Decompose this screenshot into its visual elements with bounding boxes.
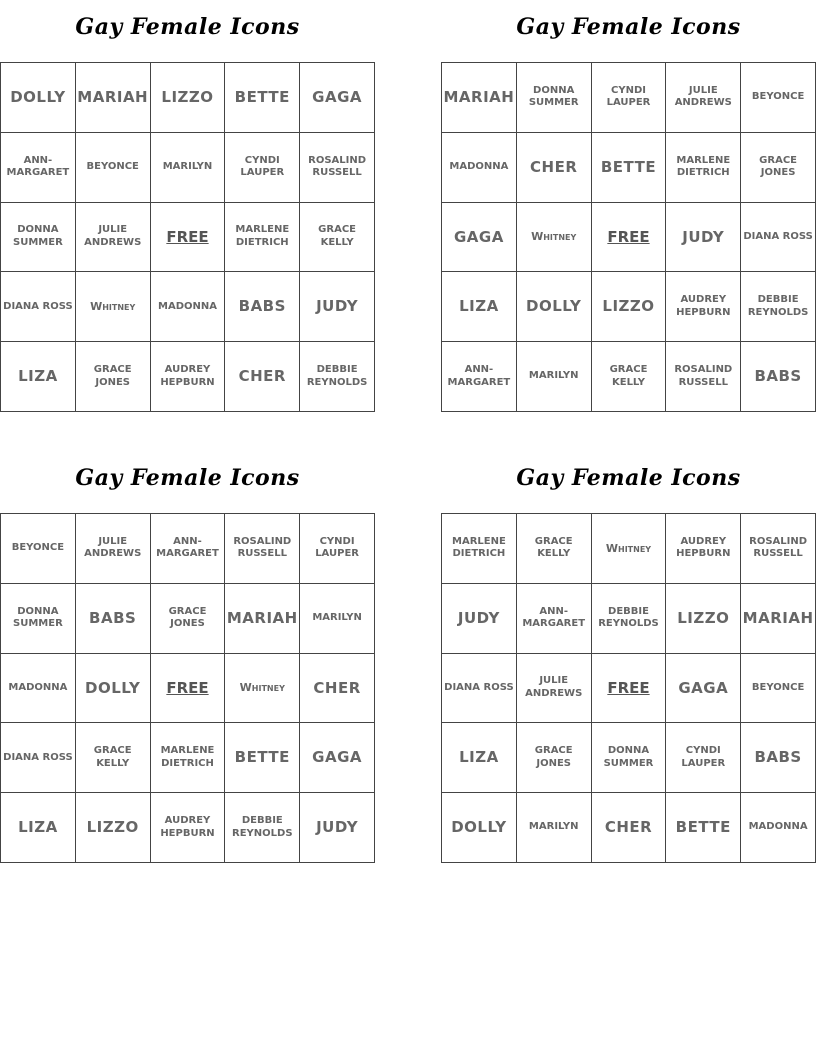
bingo-cell: MARIAH [741,584,816,654]
bingo-cell: ROSALIND RUSSELL [225,514,300,584]
bingo-cell: JUDY [666,203,741,273]
bingo-cell: BETTE [225,723,300,793]
bingo-cell: MADONNA [1,654,76,724]
bingo-cell: ANN-MARGARET [1,133,76,203]
bingo-cell: CYNDI LAUPER [300,514,375,584]
card-title: Gay Female Icons [516,14,741,40]
free-space: FREE [151,654,226,724]
bingo-cell: GAGA [300,723,375,793]
bingo-cell: BABS [225,272,300,342]
bingo-cell: BEYONCE [741,654,816,724]
bingo-cell: BEYONCE [76,133,151,203]
bingo-cell: BETTE [592,133,667,203]
bingo-cell: JULIE ANDREWS [666,63,741,133]
bingo-cell: JUDY [300,272,375,342]
bingo-cell: BETTE [666,793,741,863]
bingo-cell: MARIAH [76,63,151,133]
bingo-cell: LIZA [1,793,76,863]
bingo-cell: GRACE JONES [517,723,592,793]
bingo-cell: AUDREY HEPBURN [151,793,226,863]
bingo-cell: GRACE KELLY [76,723,151,793]
bingo-cell: ROSALIND RUSSELL [666,342,741,412]
bingo-cell: MARILYN [151,133,226,203]
bingo-cell: BEYONCE [741,63,816,133]
bingo-cell: DONNA SUMMER [1,584,76,654]
bingo-cell: MARLENE DIETRICH [666,133,741,203]
free-space: FREE [592,654,667,724]
bingo-cell: GAGA [300,63,375,133]
bingo-cell: CYNDI LAUPER [225,133,300,203]
bingo-cell: DIANA ROSS [741,203,816,273]
bingo-cell: LIZZO [666,584,741,654]
bingo-cell: LIZZO [76,793,151,863]
bingo-cell: Whitney [592,514,667,584]
bingo-cell: DOLLY [442,793,517,863]
bingo-cell: MARIAH [442,63,517,133]
bingo-cell: ANN-MARGARET [517,584,592,654]
bingo-cell: DONNA SUMMER [592,723,667,793]
bingo-cell: DEBBIE REYNOLDS [225,793,300,863]
bingo-cell: BETTE [225,63,300,133]
bingo-cell: JULIE ANDREWS [76,203,151,273]
bingo-grid [0,513,375,863]
free-space: FREE [592,203,667,273]
bingo-cell: CYNDI LAUPER [666,723,741,793]
bingo-cell: CHER [300,654,375,724]
bingo-cell: DOLLY [1,63,76,133]
bingo-cell: JULIE ANDREWS [517,654,592,724]
bingo-cell: DOLLY [517,272,592,342]
bingo-cell: CHER [592,793,667,863]
bingo-grid [441,513,816,863]
bingo-cell: MARILYN [517,793,592,863]
bingo-cell: BABS [741,723,816,793]
bingo-cell: BABS [741,342,816,412]
bingo-cell: CYNDI LAUPER [592,63,667,133]
bingo-cell: DIANA ROSS [442,654,517,724]
bingo-cell: LIZA [442,723,517,793]
bingo-cell: LIZA [1,342,76,412]
bingo-cell: Whitney [225,654,300,724]
bingo-cell: MADONNA [442,133,517,203]
card-title: Gay Female Icons [75,465,300,491]
bingo-cell: LIZZO [151,63,226,133]
bingo-cell: JUDY [442,584,517,654]
bingo-cell: DONNA SUMMER [1,203,76,273]
free-space: FREE [151,203,226,273]
bingo-cell: GRACE KELLY [517,514,592,584]
bingo-cell: MADONNA [151,272,226,342]
bingo-grid [0,62,375,412]
bingo-cell: GRACE KELLY [300,203,375,273]
bingo-cell: MADONNA [741,793,816,863]
bingo-cell: DIANA ROSS [1,723,76,793]
bingo-cell: GAGA [666,654,741,724]
bingo-cell: BEYONCE [1,514,76,584]
bingo-cell: DEBBIE REYNOLDS [741,272,816,342]
bingo-cell: ANN-MARGARET [442,342,517,412]
bingo-cell: GRACE JONES [741,133,816,203]
bingo-cell: LIZZO [592,272,667,342]
bingo-cell: AUDREY HEPBURN [666,514,741,584]
bingo-cell: GAGA [442,203,517,273]
card-title: Gay Female Icons [75,14,300,40]
bingo-cell: GRACE KELLY [592,342,667,412]
bingo-cell: MARIAH [225,584,300,654]
bingo-cell: MARILYN [517,342,592,412]
bingo-cell: AUDREY HEPBURN [151,342,226,412]
bingo-cell: Whitney [76,272,151,342]
bingo-cell: DONNA SUMMER [517,63,592,133]
bingo-cell: GRACE JONES [151,584,226,654]
bingo-cell: BABS [76,584,151,654]
bingo-cell: DIANA ROSS [1,272,76,342]
card-title: Gay Female Icons [516,465,741,491]
bingo-cell: ROSALIND RUSSELL [300,133,375,203]
bingo-cell: MARLENE DIETRICH [442,514,517,584]
bingo-cell: ROSALIND RUSSELL [741,514,816,584]
bingo-cell: DEBBIE REYNOLDS [592,584,667,654]
bingo-cell: LIZA [442,272,517,342]
bingo-cell: MARLENE DIETRICH [151,723,226,793]
bingo-cell: ANN-MARGARET [151,514,226,584]
bingo-cell: DEBBIE REYNOLDS [300,342,375,412]
bingo-cell: AUDREY HEPBURN [666,272,741,342]
bingo-cell: GRACE JONES [76,342,151,412]
bingo-cell: Whitney [517,203,592,273]
bingo-grid [441,62,816,412]
bingo-cell: MARLENE DIETRICH [225,203,300,273]
bingo-cell: JULIE ANDREWS [76,514,151,584]
bingo-cell: JUDY [300,793,375,863]
bingo-cell: CHER [517,133,592,203]
bingo-cell: CHER [225,342,300,412]
bingo-cell: DOLLY [76,654,151,724]
bingo-cell: MARILYN [300,584,375,654]
